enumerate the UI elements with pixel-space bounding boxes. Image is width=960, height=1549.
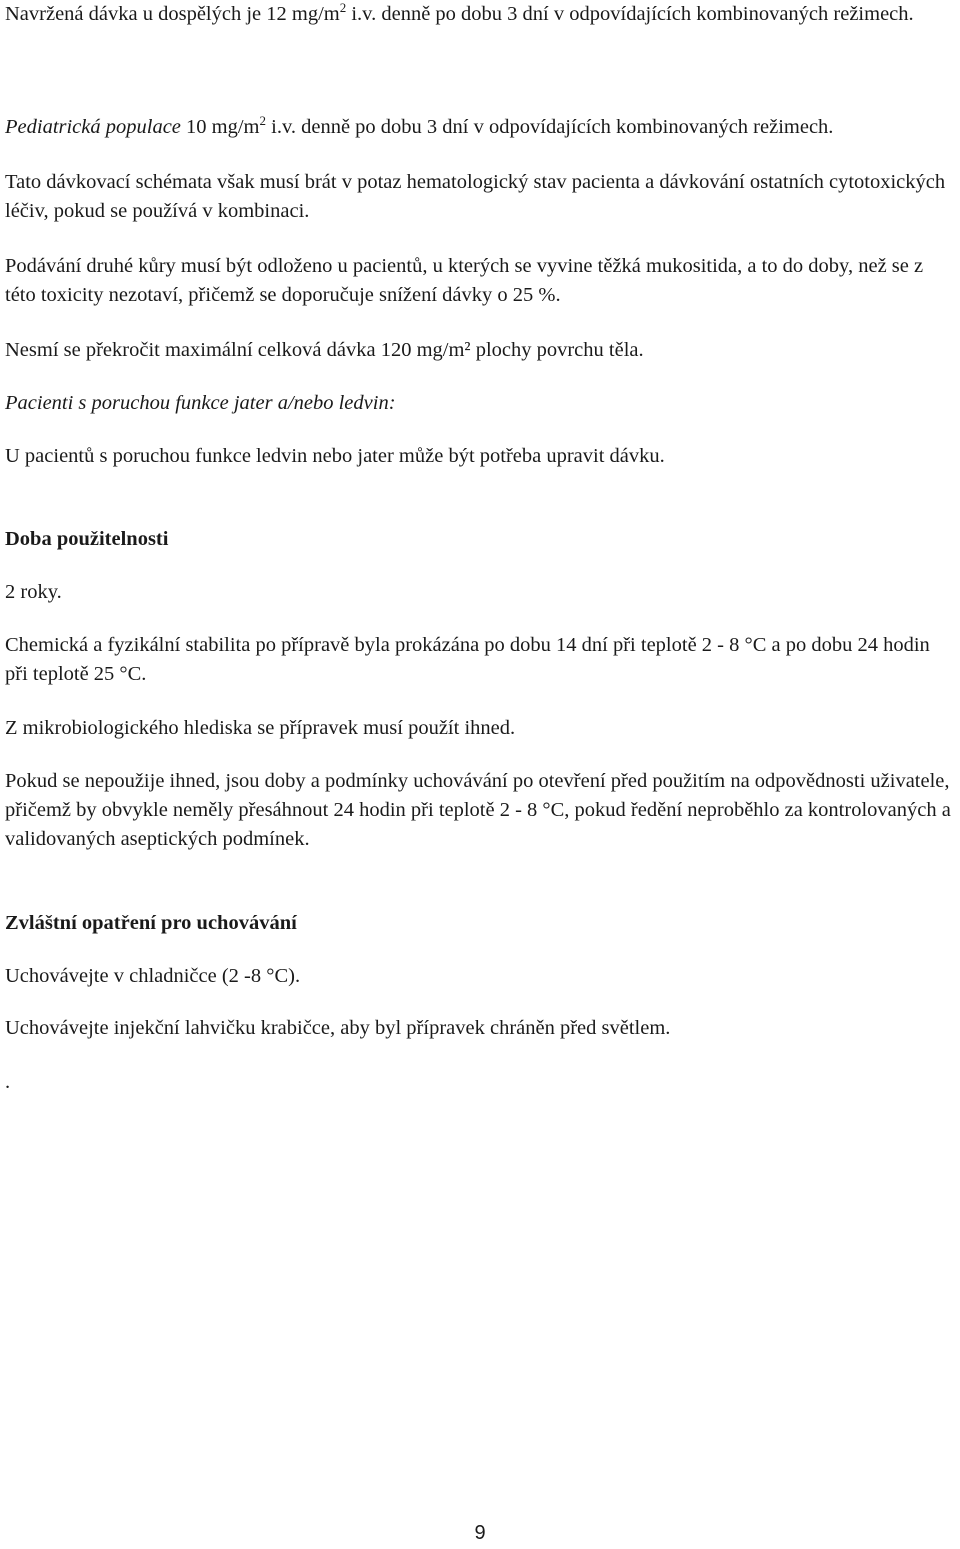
- light-protection-paragraph: Uchovávejte injekční lahvičku krabičce, aby byl přípravek chráněn před světlem.: [5, 1017, 671, 1039]
- max-dose-paragraph: Nesmí se překročit maximální celková dávka 120 mg/m² plochy povrchu těla.: [5, 339, 644, 361]
- storage-conditions-paragraph: Pokud se nepoužije ihned, jsou doby a podmínky uchovávání po otevření před použitím na odpovědnosti uživatele, přičemž by obvykle neměly přesáhnout 24 hodin při teplotě 2 - 8 °C, pokud ředění neproběhlo za kontrolovaných a validovaných aseptických podmínek.: [5, 770, 951, 850]
- pediatric-dose-text-cont: i.v. denně po dobu 3 dní v odpovídajících kombinovaných režimech.: [266, 116, 834, 138]
- pediatric-population-label: Pediatrická populace: [5, 116, 181, 138]
- microbiology-paragraph: Z mikrobiologického hlediska se přípravek musí použít ihned.: [5, 717, 516, 739]
- pediatric-dose-superscript: 2: [259, 113, 266, 128]
- second-course-paragraph: Podávání druhé kůry musí být odloženo u pacientů, u kterých se vyvine těžká mukositida, a to do doby, než se z této toxicity nezotaví, přičemž se doporučuje snížení dávky o 25 %.: [5, 255, 924, 306]
- pediatric-dose-text: 10 mg/m: [180, 116, 260, 138]
- refrigerate-paragraph: Uchovávejte v chladničce (2 -8 °C).: [5, 965, 301, 987]
- pediatric-dose-paragraph: [5, 113, 953, 142]
- adult-dose-text: Navržená dávka u dospělých je 12 mg/m: [5, 3, 340, 25]
- impairment-heading: Pacienti s poruchou funkce jater a/nebo ledvin:: [5, 392, 396, 414]
- adult-dose-superscript: 2: [339, 0, 347, 15]
- trailing-dot: .: [5, 1071, 11, 1093]
- impairment-paragraph: U pacientů s poruchou funkce ledvin nebo jater může být potřeba upravit dávku.: [5, 445, 665, 467]
- storage-heading: Zvláštní opatření pro uchovávání: [5, 912, 297, 934]
- page-number: 9: [474, 1522, 486, 1544]
- shelf-life-heading: Doba použitelnosti: [5, 528, 169, 550]
- dosing-schemes-paragraph: Tato dávkovací schémata však musí brát v potaz hematologický stav pacienta a dávkování ostatních cytotoxických léčiv, pokud se používá v kombinaci.: [5, 171, 946, 222]
- stability-paragraph: Chemická a fyzikální stabilita po přípravě byla prokázána po dobu 14 dní při teplotě 2 - 8 °C a po dobu 24 hodin při teplotě 25 °C.: [5, 634, 930, 685]
- shelf-life-value: 2 roky.: [5, 581, 62, 603]
- adult-dose-paragraph: [5, 0, 953, 29]
- adult-dose-text-cont: i.v. denně po dobu 3 dní v odpovídajících kombinovaných režimech.: [346, 3, 914, 25]
